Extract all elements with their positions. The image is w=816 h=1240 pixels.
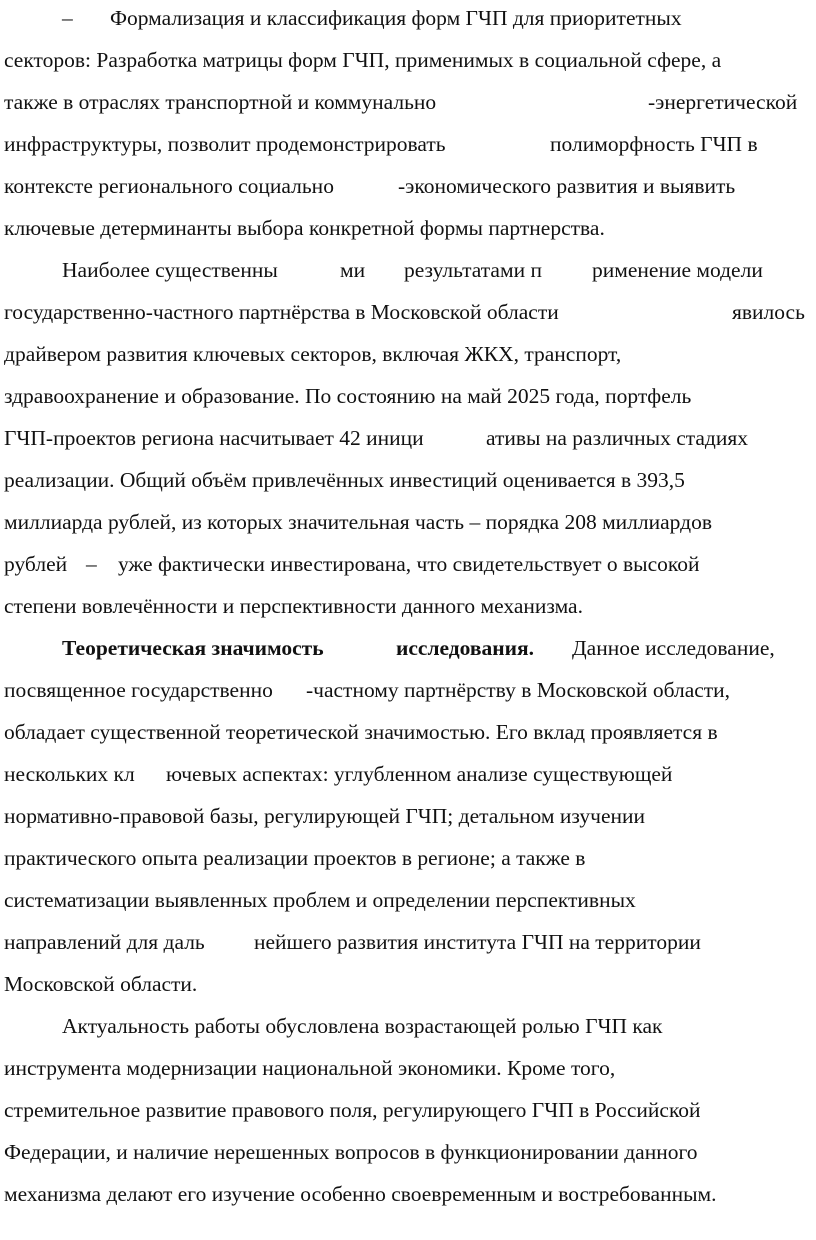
text-segment: результатами п (404, 258, 542, 282)
text-segment: ГЧП-проектов региона насчитывает 42 иници (4, 426, 424, 450)
text-segment: механизма делают его изучение особенно своевременным и востребованным. (4, 1182, 717, 1206)
text-segment: нормативно-правовой базы, регулирующей ГЧП; детальном изучении (4, 804, 646, 828)
text-segment: Наиболее существенны (62, 258, 278, 282)
text-segment: систематизации выявленных проблем и определении перспективных (4, 888, 636, 912)
text-segment: -экономического развития и выявить (398, 174, 736, 198)
text-segment: полиморфность ГЧП в (550, 132, 758, 156)
text-segment: ативы на различных стадиях (486, 426, 749, 450)
text-segment: степени вовлечённости и перспективности данного механизма. (4, 594, 583, 618)
text-segment: инфраструктуры, позволит продемонстрировать (4, 132, 446, 156)
text-segment: Московской области. (4, 972, 198, 996)
text-segment: нескольких кл (4, 762, 135, 786)
text-segment: рублей (4, 552, 68, 576)
text-segment: -энергетической (648, 90, 798, 114)
text-segment: также в отраслях транспортной и коммунально (4, 90, 437, 114)
text-segment: миллиарда рублей, из которых значительная часть – порядка 208 миллиардов (4, 510, 712, 534)
text-segment: направлений для даль (4, 930, 205, 954)
text-segment: Федерации, и наличие нерешенных вопросов в функционировании данного (4, 1140, 698, 1164)
text-segment: -частному партнёрству в Московской области, (306, 678, 731, 702)
dash: – (62, 6, 73, 30)
text-segment: ми (340, 258, 366, 282)
text-segment: ючевых аспектах: углубленном анализе существующей (166, 762, 673, 786)
text-segment: контексте регионального социально (4, 174, 334, 198)
text-segment: государственно-частного партнёрства в Московской области (4, 300, 559, 324)
text-segment: ключевые детерминанты выбора конкретной формы партнерства. (4, 216, 605, 240)
text-segment: рименение модели (592, 258, 763, 282)
text-segment: реализации. Общий объём привлечённых инвестиций оценивается в 393,5 (4, 468, 685, 492)
text-segment: практического опыта реализации проектов в регионе; а также в (4, 846, 586, 870)
text-segment: посвященное государственно (4, 678, 273, 702)
text-segment: здравоохранение и образование. По состоянию на май 2025 года, портфель (4, 384, 692, 408)
text-segment: Данное исследование, (572, 636, 775, 660)
section-heading: исследования. (396, 636, 535, 660)
text-segment: уже фактически инвестирована, что свидетельствует о высокой (118, 552, 700, 576)
text-segment: драйвером развития ключевых секторов, включая ЖКХ, транспорт, (4, 342, 622, 366)
text-segment: явилось (732, 300, 805, 324)
text-segment: Актуальность работы обусловлена возрастающей ролью ГЧП как (62, 1014, 663, 1038)
section-heading: Теоретическая значимость (62, 636, 324, 660)
text-segment: обладает существенной теоретической значимостью. Его вклад проявляется в (4, 720, 718, 744)
text-segment: стремительное развитие правового поля, регулирующего ГЧП в Российской (4, 1098, 701, 1122)
text-segment: Формализация и классификация форм ГЧП для приоритетных (110, 6, 682, 30)
dash: – (86, 552, 97, 576)
text-segment: нейшего развития института ГЧП на территории (254, 930, 701, 954)
text-segment: секторов: Разработка матрицы форм ГЧП, применимых в социальной сфере, а (4, 48, 722, 72)
text-segment: инструмента модернизации национальной экономики. Кроме того, (4, 1056, 616, 1080)
